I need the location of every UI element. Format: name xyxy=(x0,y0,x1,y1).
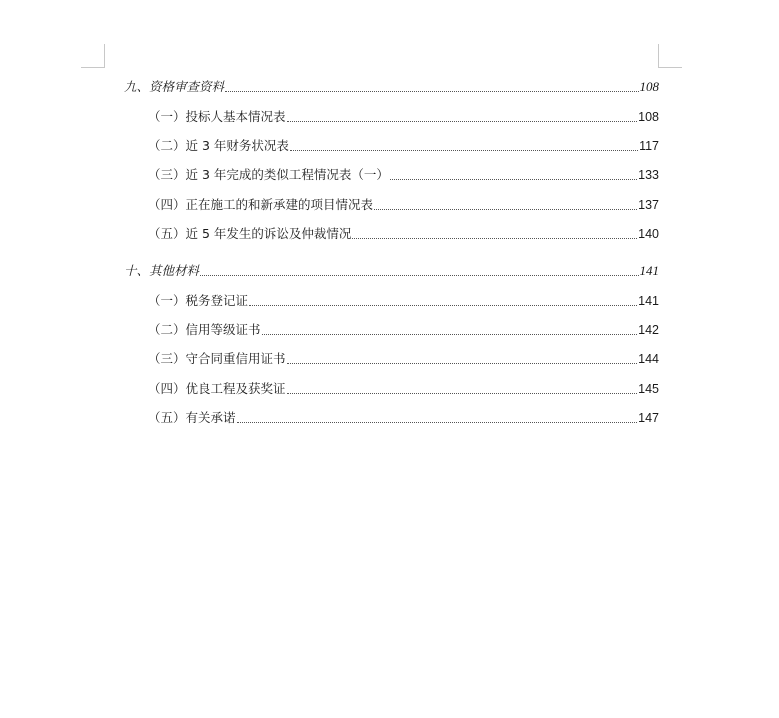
toc-page-number: 140 xyxy=(638,227,659,241)
toc-item[interactable] xyxy=(148,109,659,125)
toc-page-number: 133 xyxy=(638,168,659,182)
toc-dot-leader xyxy=(225,91,638,92)
toc-item[interactable] xyxy=(148,197,659,213)
toc-page-number: 141 xyxy=(639,263,659,278)
toc-dot-leader xyxy=(287,363,638,364)
toc-item[interactable] xyxy=(148,167,659,183)
toc-page-number: 141 xyxy=(638,294,659,308)
toc-page-number: 117 xyxy=(639,139,659,153)
toc-page-number: 147 xyxy=(638,411,659,425)
toc-item-title: （四）正在施工的和新承建的项目情况表 xyxy=(148,197,374,212)
toc-page-number: 144 xyxy=(638,352,659,366)
toc-page-number: 137 xyxy=(638,198,659,212)
toc-section-title: 九、资格审查资料 xyxy=(124,79,225,94)
toc-dot-leader xyxy=(390,179,637,180)
toc-dot-leader xyxy=(287,121,638,122)
toc-page-number: 108 xyxy=(639,79,659,94)
toc-dot-leader xyxy=(249,305,637,306)
toc-item[interactable] xyxy=(148,351,659,367)
toc-item-title: （五）近 5 年发生的诉讼及仲裁情况 xyxy=(148,226,352,241)
toc-dot-leader xyxy=(287,393,638,394)
crop-mark-top-right-vertical xyxy=(658,44,659,68)
toc-page-number: 145 xyxy=(638,382,659,396)
toc-item[interactable] xyxy=(148,293,659,309)
crop-mark-top-right-horizontal xyxy=(658,67,682,68)
toc-item-title: （五）有关承诺 xyxy=(148,410,236,425)
toc-dot-leader xyxy=(374,209,637,210)
toc-item-title: （一）投标人基本情况表 xyxy=(148,109,286,124)
toc-item[interactable] xyxy=(148,138,659,154)
toc-item[interactable] xyxy=(148,381,659,397)
toc-item-title: （三）守合同重信用证书 xyxy=(148,351,286,366)
toc-section-title: 十、其他材料 xyxy=(124,263,200,278)
toc-dot-leader xyxy=(290,150,638,151)
toc-dot-leader xyxy=(200,275,638,276)
toc-item-title: （四）优良工程及获奖证 xyxy=(148,381,286,396)
toc-page-number: 108 xyxy=(638,110,659,124)
toc-item-title: （二）近 3 年财务状况表 xyxy=(148,138,289,153)
toc-item-title: （三）近 3 年完成的类似工程情况表（一） xyxy=(148,167,389,182)
toc-item-title: （一）税务登记证 xyxy=(148,293,249,308)
toc-dot-leader xyxy=(352,238,637,239)
crop-mark-top-left-horizontal xyxy=(81,67,105,68)
toc-section-9[interactable] xyxy=(124,79,659,95)
toc-item[interactable] xyxy=(148,410,659,426)
toc-item[interactable] xyxy=(148,226,659,242)
crop-mark-top-left-vertical xyxy=(104,44,105,68)
toc-section-10[interactable] xyxy=(124,263,659,279)
toc-item[interactable] xyxy=(148,322,659,338)
toc-page-number: 142 xyxy=(638,323,659,337)
toc-dot-leader xyxy=(237,422,638,423)
toc-dot-leader xyxy=(262,334,638,335)
toc-item-title: （二）信用等级证书 xyxy=(148,322,261,337)
